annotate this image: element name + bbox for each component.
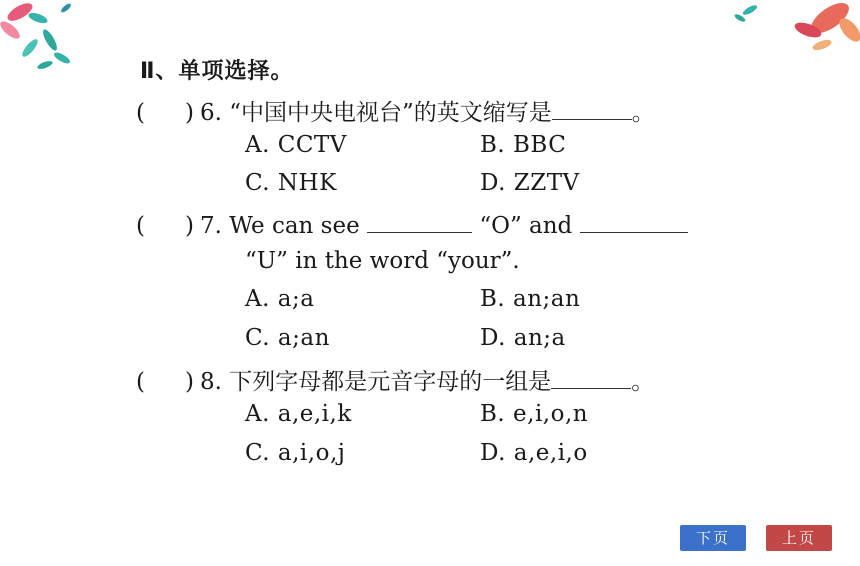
previous-page-button[interactable]: 上页 bbox=[766, 525, 832, 551]
question-6 bbox=[136, 94, 655, 127]
answer-bracket[interactable]: ( ) bbox=[136, 100, 194, 126]
option-d[interactable]: D. a,e,i,o bbox=[480, 440, 588, 466]
next-page-button[interactable]: 下页 bbox=[680, 525, 746, 551]
question-end: 。 bbox=[631, 100, 655, 126]
answer-blank bbox=[552, 96, 632, 120]
answer-blank bbox=[367, 209, 472, 233]
question-8 bbox=[136, 363, 654, 396]
option-c[interactable]: C. a;an bbox=[245, 325, 330, 351]
question-stem: “中国中央电视台”的英文缩写是 bbox=[229, 100, 552, 126]
question-number: 7. bbox=[200, 213, 222, 239]
question-stem: We can see bbox=[229, 213, 360, 239]
option-a[interactable]: A. a,e,i,k bbox=[245, 401, 352, 427]
option-c[interactable]: C. NHK bbox=[245, 170, 337, 196]
question-mid: “O” and bbox=[479, 213, 573, 239]
answer-bracket[interactable]: ( ) bbox=[136, 369, 194, 395]
option-c[interactable]: C. a,i,o,j bbox=[245, 440, 346, 466]
option-b[interactable]: B. BBC bbox=[480, 132, 567, 158]
answer-bracket[interactable]: ( ) bbox=[136, 213, 194, 239]
question-number: 8. bbox=[200, 369, 222, 395]
question-number: 6. bbox=[200, 100, 222, 126]
option-b[interactable]: B. e,i,o,n bbox=[480, 401, 589, 427]
answer-blank bbox=[551, 365, 631, 389]
option-d[interactable]: D. ZZTV bbox=[480, 170, 580, 196]
question-stem: 下列字母都是元音字母的一组是 bbox=[229, 369, 552, 395]
corner-foliage-right-icon bbox=[730, 0, 860, 60]
section-heading: Ⅱ、单项选择。 bbox=[140, 59, 294, 84]
option-a[interactable]: A. a;a bbox=[245, 286, 315, 312]
question-7 bbox=[136, 209, 688, 239]
option-b[interactable]: B. an;an bbox=[480, 286, 581, 312]
question-end: 。 bbox=[631, 369, 655, 395]
answer-blank bbox=[580, 209, 688, 233]
question-stem-continued: “U” in the word “your”. bbox=[245, 248, 520, 274]
option-d[interactable]: D. an;a bbox=[480, 325, 566, 351]
option-a[interactable]: A. CCTV bbox=[245, 132, 347, 158]
corner-foliage-left-icon bbox=[0, 0, 90, 80]
